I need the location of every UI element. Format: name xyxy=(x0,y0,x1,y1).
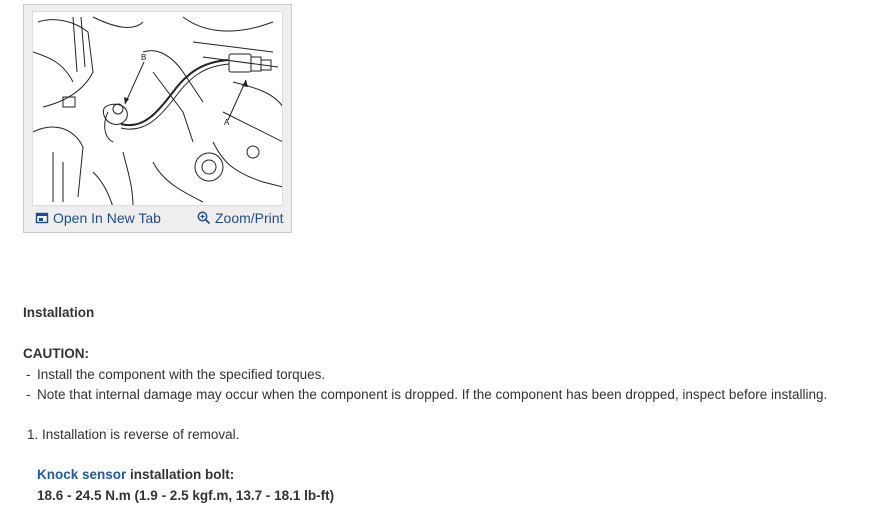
torque-label-suffix: installation bolt: xyxy=(126,467,235,482)
engine-line-drawing xyxy=(33,12,283,206)
torque-value: 18.6 - 24.5 N.m (1.9 - 2.5 kgf.m, 13.7 - 18.1 lb-ft) xyxy=(37,488,335,503)
knock-sensor-diagram[interactable] xyxy=(32,11,283,206)
callout-a: A xyxy=(224,118,230,127)
caution-item: - Install the component with the specified torques. xyxy=(26,367,326,382)
caution-title: CAUTION: xyxy=(23,346,89,361)
figure-container xyxy=(23,4,292,233)
caution-item-text: Install the component with the specified torques. xyxy=(37,367,326,382)
caution-item-text: Note that internal damage may occur when the component is dropped. If the component has been dropped, inspect before installing. xyxy=(37,387,828,402)
section-heading: Installation xyxy=(23,305,95,320)
zoom-print-link[interactable] xyxy=(197,210,283,226)
knock-sensor-link[interactable]: Knock sensor xyxy=(37,467,127,482)
open-new-tab-link[interactable] xyxy=(35,210,161,226)
torque-label xyxy=(37,467,234,482)
zoom-print-label: Zoom/Print xyxy=(215,210,284,226)
zoom-icon xyxy=(197,211,211,225)
new-tab-icon xyxy=(35,211,49,225)
open-new-tab-label: Open In New Tab xyxy=(53,210,161,226)
step-item: 1. Installation is reverse of removal. xyxy=(27,427,240,442)
caution-item: - Note that internal damage may occur when the component is dropped. If the component has been dropped, inspect before installing. xyxy=(26,387,828,402)
callout-b: B xyxy=(141,53,147,62)
